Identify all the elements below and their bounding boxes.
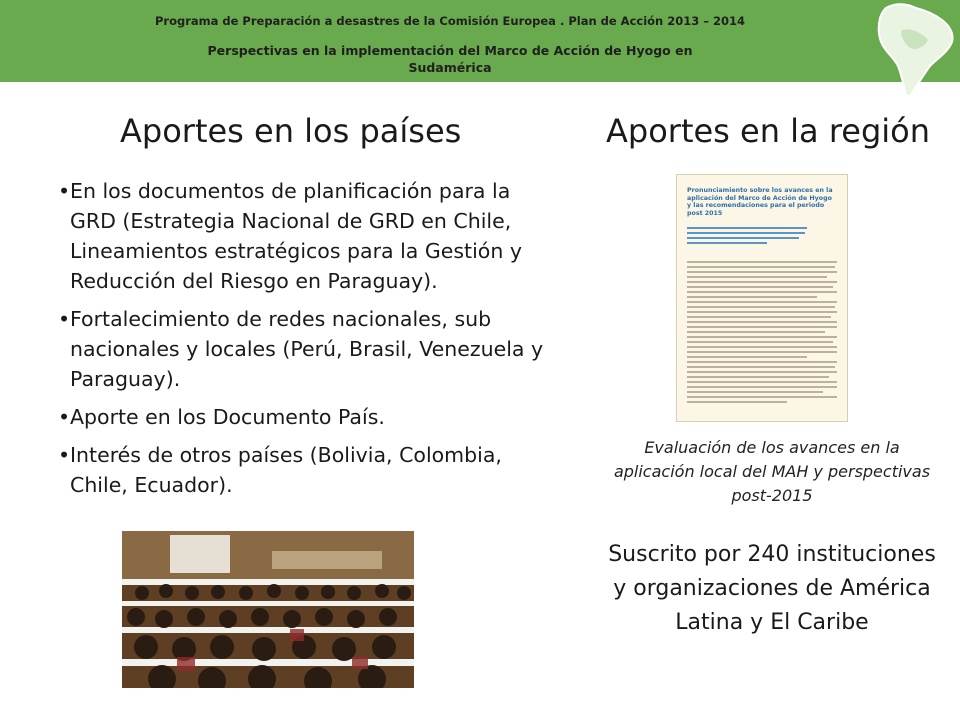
header-program-title: Programa de Preparación a desastres de la Comisión Europea . Plan de Acción 2013 – 2014	[154, 14, 746, 28]
document-body-lines	[687, 261, 837, 406]
list-item	[60, 402, 550, 432]
bullet-icon: •	[58, 179, 71, 203]
bullet-icon: •	[58, 307, 71, 331]
header-banner	[0, 0, 960, 82]
heading-regional-contributions: Aportes en la región	[606, 112, 931, 150]
bullet-icon: •	[58, 443, 71, 467]
heading-country-contributions: Aportes en los países	[120, 112, 462, 150]
document-caption: Evaluación de los avances en la aplicación local del MAH y perspectivas post-2015	[613, 438, 931, 505]
list-item-text: Fortalecimiento de redes nacionales, sub nacionales y locales (Perú, Brasil, Venezuela y Paraguay).	[70, 307, 544, 391]
list-item-text: Aporte en los Documento País.	[70, 405, 385, 429]
contributions-list	[60, 176, 550, 508]
document-thumbnail	[676, 174, 848, 422]
header-subtitle-line-2: Sudamérica	[408, 60, 492, 75]
header-subtitle-line-1: Perspectivas en la implementación del Marco de Acción de Hyogo en	[207, 43, 693, 58]
list-item	[60, 176, 550, 296]
document-subtitle-lines	[687, 227, 812, 244]
header-subtitle	[0, 42, 900, 76]
subscription-note: Suscrito por 240 instituciones y organizaciones de América Latina y El Caribe	[608, 542, 936, 635]
list-item-text: Interés de otros países (Bolivia, Colombia, Chile, Ecuador).	[70, 443, 502, 497]
list-item	[60, 304, 550, 394]
south-america-map-icon	[868, 0, 960, 100]
document-title: Pronunciamiento sobre los avances en la aplicación del Marco de Acción de Hyogo y las recomendaciones para el periodo post 2015	[687, 187, 833, 217]
photo-illustration	[122, 531, 414, 688]
bullet-icon: •	[58, 405, 71, 429]
list-item-text: En los documentos de planificación para la GRD (Estrategia Nacional de GRD en Chile, Lineamientos estratégicos para la Gestión y Reducción del Riesgo en Paraguay).	[70, 179, 522, 293]
conference-audience-photo	[122, 531, 414, 688]
list-item	[60, 440, 550, 500]
